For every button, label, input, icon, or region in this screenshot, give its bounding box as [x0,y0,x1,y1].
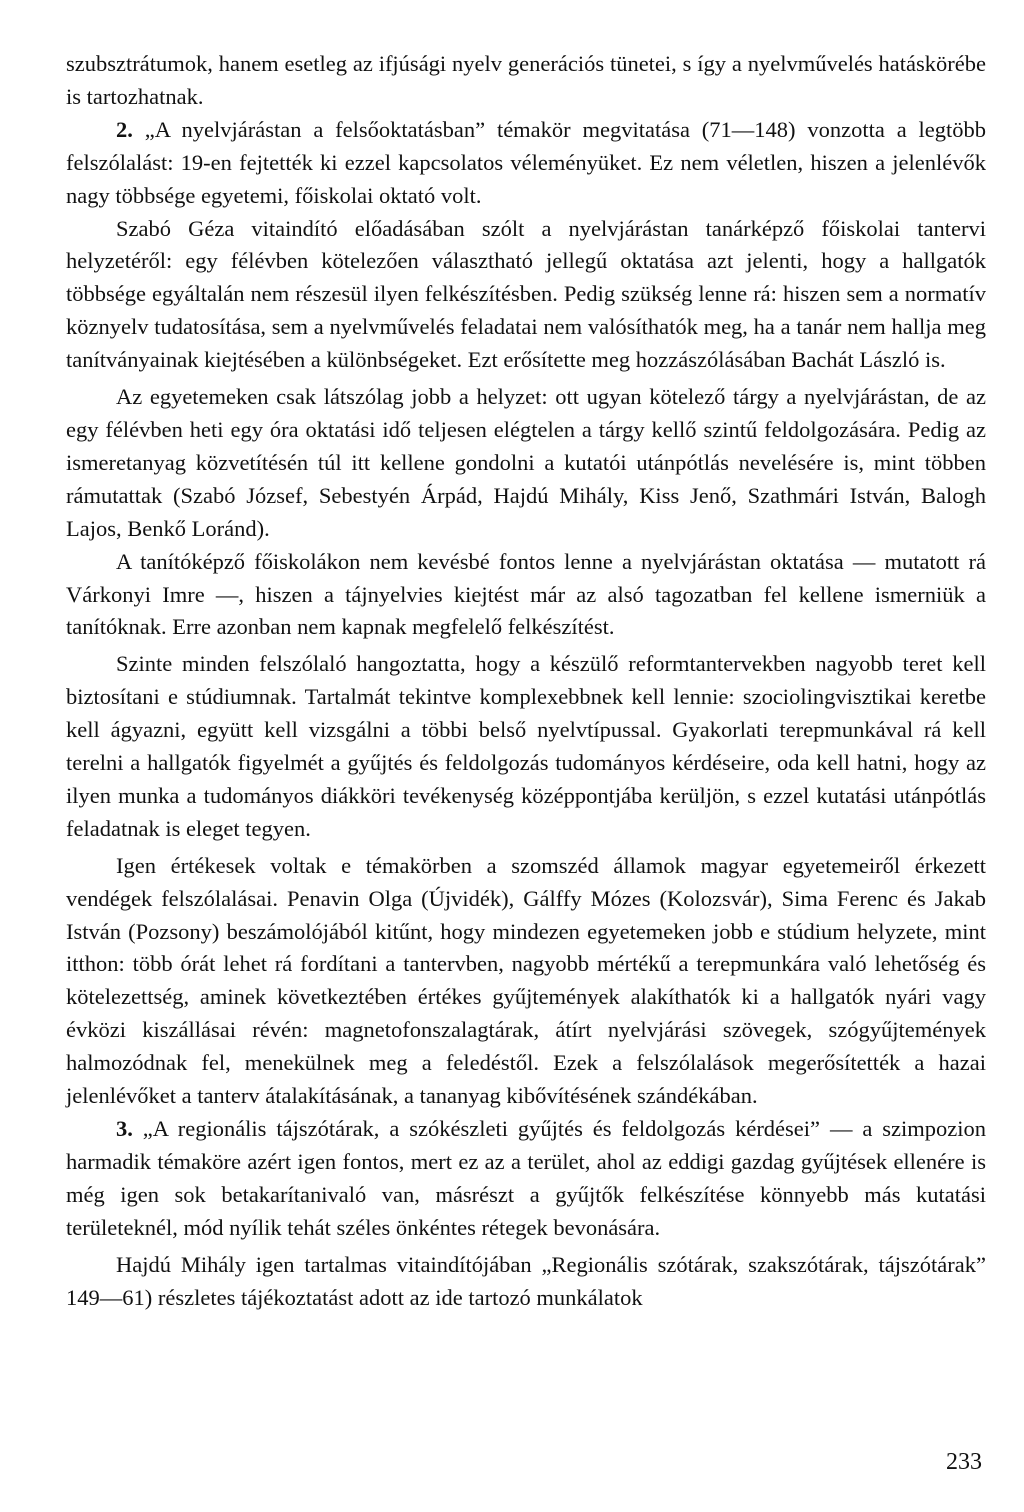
paragraph-text: Az egyetemeken csak látszólag jobb a helyzet: ott ugyan kötelező tárgy a nyelvjárástan, de az egy félévben heti egy óra oktatási idő teljesen elégtelen a tárgy kellő szintű feldolgozására. Pedig az ismeretanyag közvetítésén túl itt kellene gondolni a kutatói utánpótlás nevelésére is, mint többen rámutattak (Szabó József, Sebestyén Árpád, Hajdú Mihály, Kiss Jenő, Szathmári István, Balogh Lajos, Benkő Loránd). [66,384,986,541]
paragraph [66,1113,986,1245]
page-number: 233 [946,1449,982,1475]
paragraph-text: A tanítóképző főiskolákon nem kevésbé fontos lenne a nyelvjárástan oktatása — mutatott rá Várkonyi Imre —, hiszen a tájnyelvies kiejtést már az alsó tagozatban fel kellene ismerniük a tanítóknak. Erre azonban nem kapnak megfelelő felkészítést. [66,548,986,640]
paragraph [66,381,986,546]
paragraph [66,546,986,645]
paragraph-text: Igen értékesek voltak e témakörben a szomszéd államok magyar egyetemeiről érkezett vendégek felszólalásai. Penavin Olga (Újvidék), Gálffy Mózes (Kolozsvár), Sima Ferenc és Jakab István (Pozsony) beszámolójából kitűnt, hogy mindezen egyetemeken jobb e stúdium helyzete, mint itthon: több órát lehet rá fordítani a tantervben, nagyobb mértékű a terepmunkára való lehetőség és kötelezettség, aminek következtében értékes gyűjtemények alakíthatók ki a hallgatók nyári vagy évközi kiszállásai révén: magnetofonszalagtárak, átírt nyelvjárási szövegek, szógyűjtemények halmozódnak fel, menekülnek meg a feledéstől. Ezek a felszólalások megerősítették a hazai jelenlévőket a tanterv átalakításának, a tananyag kibővítésének szándékában. [66,852,986,1109]
paragraph-text: „A regionális tájszótárak, a szókészleti gyűjtés és feldolgozás kérdései” — a szimpozion harmadik témaköre azért igen fontos, mert ez az a terület, ahol az eddigi gazdag gyűjtések ellenére is még igen sok betakarítanivaló van, másrészt a gyűjtők felkészítése könnyebb más kutatási területeknél, mód nyílik tehát széles önkéntes rétegek bevonására. [66,1116,987,1240]
paragraph-text: Hajdú Mihály igen tartalmas vitaindítójában „Regionális szótárak, szakszótárak, tájszótárak” 149—61) részletes tájékoztatást adott az ide tartozó munkálatok [66,1251,986,1310]
paragraph [66,850,986,1113]
section-number: 3. [116,1116,133,1141]
paragraph-text: Szabó Géza vitaindító előadásában szólt a nyelvjárástan tanárképző főiskolai tantervi helyzetéről: egy félévben kötelezően választható jellegű oktatása azt jelenti, hogy a hallgatók többsége egyáltalán nem részesül ilyen felkészítésben. Pedig szükség lenne rá: hiszen sem a normatív köznyelv tudatosítása, sem a nyelvművelés feladatai nem valósíthatók meg, ha a tanár nem hallja meg tanítványainak kiejtésében a különbségeket. Ezt erősítette meg hozzászólásában Bachát László is. [66,215,986,373]
paragraph [66,114,986,213]
paragraph [66,48,986,114]
paragraph-text: Szinte minden felszólaló hangoztatta, hogy a készülő reformtantervekben nagyobb teret kell biztosítani e stúdiumnak. Tartalmát tekintve komplexebbnek kell lennie: szociolingvisztikai keretbe kell ágyazni, együtt kell vizsgálni a többi belső nyelvtípussal. Gyakorlati terepmunkával rá kell terelni a hallgatók figyelmét a gyűjtés és feldolgozás tudományos kérdéseire, oda kell hatni, hogy az ilyen munka a tudományos diákköri tevékenység középpontjába kerüljön, s ezzel kutatási utánpótlás feladatnak is eleget tegyen. [66,651,986,841]
paragraph-text: „A nyelvjárástan a felsőoktatásban” témakör megvitatása (71—148) vonzotta a legtöbb felszólalást: 19-en fejtették ki ezzel kapcsolatos véleményüket. Ez nem véletlen, hiszen a jelenlévők nagy többsége egyetemi, főiskolai oktató volt. [66,116,987,208]
paragraph-text: szubsztrátumok, hanem esetleg az ifjúsági nyelv generációs tünetei, s így a nyelvművelés hatáskörébe is tartozhatnak. [66,51,986,109]
section-number: 2. [116,116,133,142]
paragraph [66,1249,986,1315]
body-text [66,48,986,1314]
paragraph [66,213,986,378]
paragraph [66,648,986,845]
